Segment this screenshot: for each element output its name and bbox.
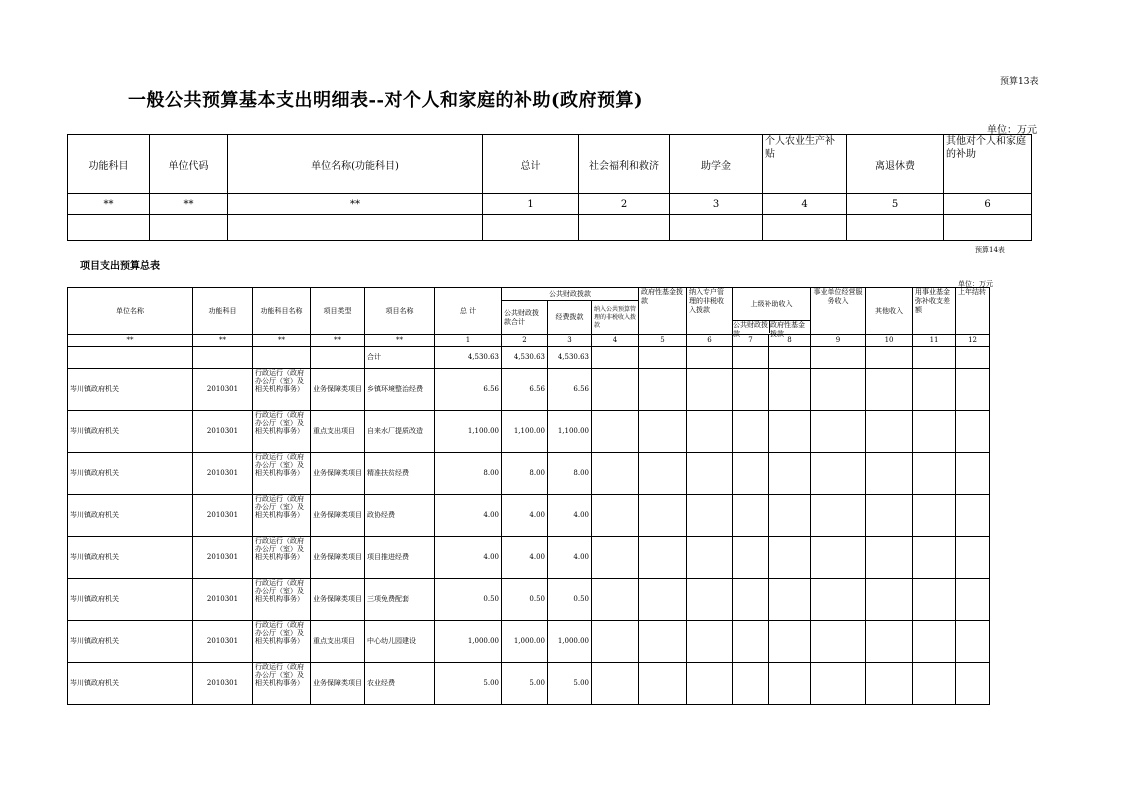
- table-project-expenditure: [67, 287, 990, 705]
- col-header: 总 计: [435, 288, 502, 335]
- col-header: 公共财政拨款: [733, 321, 769, 338]
- table-cell: [733, 579, 769, 621]
- table-cell: [670, 215, 763, 241]
- table-cell: [913, 453, 956, 495]
- funding-cell: 0.50: [548, 579, 592, 621]
- index-row: [68, 194, 1032, 215]
- function-subject-cell: 行政运行（政府办公厅（室）及相关机构事务）: [253, 537, 311, 579]
- col-group-header: 上级补助收入: [750, 300, 793, 308]
- col-header: 助学金: [670, 135, 763, 194]
- index-cell: 8: [769, 335, 811, 347]
- function-code-cell: 2010301: [193, 453, 253, 495]
- total-label: 合计: [365, 347, 435, 369]
- col-header: 其他对个人和家庭的补助: [944, 135, 1032, 194]
- table-cell: [639, 621, 687, 663]
- index-cell: 6: [687, 335, 733, 347]
- total-cell: 4.00: [435, 537, 502, 579]
- table-cell: [913, 369, 956, 411]
- index-cell: **: [228, 194, 483, 215]
- total-row: [68, 347, 990, 369]
- table-cell: [956, 537, 990, 579]
- function-code-cell: 2010301: [193, 495, 253, 537]
- table-cell: [811, 411, 866, 453]
- table-cell: [592, 411, 639, 453]
- total-cell: 0.50: [435, 579, 502, 621]
- col-header: 离退休费: [847, 135, 944, 194]
- table-cell: [639, 369, 687, 411]
- table-row: [68, 537, 990, 579]
- project-type-cell: 业务保障类项目: [311, 453, 365, 495]
- public-fin-cell: 5.00: [502, 663, 548, 705]
- table-cell: [733, 347, 769, 369]
- function-code-cell: 2010301: [193, 537, 253, 579]
- table-cell: [687, 495, 733, 537]
- table-cell: [639, 411, 687, 453]
- table-cell: [68, 215, 150, 241]
- function-subject-cell: 行政运行（政府办公厅（室）及相关机构事务）: [253, 411, 311, 453]
- index-cell: 6: [944, 194, 1032, 215]
- page-number-13: 预算13表: [1000, 77, 1039, 87]
- col-header: 项目类型: [311, 288, 365, 335]
- unit-name-cell: 岑川镇政府机关: [68, 663, 193, 705]
- project-type-cell: 业务保障类项目: [311, 369, 365, 411]
- table-cell: [193, 347, 253, 369]
- unit-name-cell: 岑川镇政府机关: [68, 621, 193, 663]
- public-fin-cell: 4.00: [502, 537, 548, 579]
- function-code-cell: 2010301: [193, 579, 253, 621]
- unit-name-cell: 岑川镇政府机关: [68, 453, 193, 495]
- project-type-cell: 重点支出项目: [311, 411, 365, 453]
- table-cell: [733, 495, 769, 537]
- table-cell: [592, 347, 639, 369]
- total-cell: 8.00: [435, 453, 502, 495]
- table-cell: [639, 453, 687, 495]
- unit-label-14: 单位：万元: [958, 280, 993, 288]
- table-cell: [639, 495, 687, 537]
- table-cell: [866, 621, 913, 663]
- table-row: [68, 411, 990, 453]
- table-cell: [687, 537, 733, 579]
- project-type-cell: 重点支出项目: [311, 621, 365, 663]
- table-row: [68, 369, 990, 411]
- table-row: [68, 621, 990, 663]
- table-cell: [579, 215, 670, 241]
- funding-cell: 4.00: [548, 537, 592, 579]
- col-header: 个人农业生产补贴: [763, 135, 847, 194]
- table-cell: [311, 347, 365, 369]
- table-cell: [956, 663, 990, 705]
- col-header: 社会福利和救济: [579, 135, 670, 194]
- table-cell: [913, 495, 956, 537]
- funding-cell: 1,000.00: [548, 621, 592, 663]
- col-header: 公共财政拨款合计: [502, 301, 548, 335]
- function-subject-cell: 行政运行（政府办公厅（室）及相关机构事务）: [253, 495, 311, 537]
- index-cell: **: [253, 335, 311, 347]
- table-cell: [769, 453, 811, 495]
- project-type-cell: 业务保障类项目: [311, 663, 365, 705]
- col-header: 功能科目: [68, 135, 150, 194]
- function-subject-cell: 行政运行（政府办公厅（室）及相关机构事务）: [253, 369, 311, 411]
- table-cell: [687, 347, 733, 369]
- table-body: [68, 369, 990, 705]
- table-cell: [639, 579, 687, 621]
- table-cell: [639, 663, 687, 705]
- index-cell: 1: [483, 194, 579, 215]
- function-code-cell: 2010301: [193, 411, 253, 453]
- table-cell: [866, 579, 913, 621]
- table-cell: [592, 369, 639, 411]
- col-header: 功能科目名称: [253, 288, 311, 335]
- table-cell: [253, 347, 311, 369]
- col-header: 用事业基金弥补收支差额: [913, 288, 956, 335]
- table-cell: [68, 347, 193, 369]
- total-amount: 4,530.63: [435, 347, 502, 369]
- table-cell: [592, 537, 639, 579]
- table-cell: [228, 215, 483, 241]
- unit-name-cell: 岑川镇政府机关: [68, 411, 193, 453]
- table-cell: [913, 537, 956, 579]
- page-title-14: 项目支出预算总表: [80, 261, 160, 272]
- function-code-cell: 2010301: [193, 663, 253, 705]
- funding-cell: 5.00: [548, 663, 592, 705]
- table-cell: [687, 453, 733, 495]
- table-cell: [483, 215, 579, 241]
- table-cell: [769, 369, 811, 411]
- table-cell: [733, 411, 769, 453]
- table-cell: [733, 453, 769, 495]
- index-cell: 1: [435, 335, 502, 347]
- col-header: 政府性基金拨款: [639, 288, 687, 335]
- table-cell: [769, 663, 811, 705]
- unit-name-cell: 岑川镇政府机关: [68, 369, 193, 411]
- table-cell: [944, 215, 1032, 241]
- table-cell: [763, 215, 847, 241]
- table-row: [68, 495, 990, 537]
- table-cell: [687, 663, 733, 705]
- project-name-cell: 项目推进经费: [365, 537, 435, 579]
- total-cell: 6.56: [435, 369, 502, 411]
- col-header: 其他收入: [866, 288, 913, 335]
- public-fin-cell: 8.00: [502, 453, 548, 495]
- col-header: 纳入公共预算管理的非税收入拨款: [592, 301, 639, 335]
- public-fin-cell: 4.00: [502, 495, 548, 537]
- public-fin-cell: 1,100.00: [502, 411, 548, 453]
- index-cell: 2: [502, 335, 548, 347]
- table-cell: [150, 215, 228, 241]
- index-cell: 5: [639, 335, 687, 347]
- table-cell: [811, 537, 866, 579]
- table-cell: [956, 369, 990, 411]
- col-header: 政府性基金拨款: [770, 321, 806, 338]
- table-cell: [811, 579, 866, 621]
- table-cell: [956, 347, 990, 369]
- page-title-13: 一般公共预算基本支出明细表--对个人和家庭的补助(政府预算): [128, 90, 643, 111]
- col-group-header: 公共财政拨款: [502, 288, 639, 301]
- index-cell: 12: [956, 335, 990, 347]
- public-fin-cell: 0.50: [502, 579, 548, 621]
- project-name-cell: 乡镇环境整治经费: [365, 369, 435, 411]
- header-row: [68, 135, 1032, 194]
- table-cell: [687, 621, 733, 663]
- table-cell: [769, 579, 811, 621]
- project-type-cell: 业务保障类项目: [311, 579, 365, 621]
- total-cell: 1,000.00: [435, 621, 502, 663]
- table-cell: [913, 663, 956, 705]
- table-row: [68, 663, 990, 705]
- index-cell: 5: [847, 194, 944, 215]
- table-cell: [769, 495, 811, 537]
- project-name-cell: 政协经费: [365, 495, 435, 537]
- function-subject-cell: 行政运行（政府办公厅（室）及相关机构事务）: [253, 453, 311, 495]
- unit-name-cell: 岑川镇政府机关: [68, 579, 193, 621]
- page-number-14: 预算14表: [975, 246, 1005, 254]
- col-header: 单位名称: [68, 288, 193, 335]
- unit-label-13: 单位：万元: [987, 125, 1037, 136]
- function-subject-cell: 行政运行（政府办公厅（室）及相关机构事务）: [253, 579, 311, 621]
- col-header: 上年结转: [956, 288, 990, 335]
- header-row-1: [68, 288, 990, 301]
- table-cell: [733, 537, 769, 579]
- index-cell: 11: [913, 335, 956, 347]
- table-cell: [687, 369, 733, 411]
- project-type-cell: 业务保障类项目: [311, 537, 365, 579]
- total-cell: 4.00: [435, 495, 502, 537]
- table-cell: [639, 347, 687, 369]
- function-code-cell: 2010301: [193, 621, 253, 663]
- col-header: 项目名称: [365, 288, 435, 335]
- funding-cell: 4.00: [548, 495, 592, 537]
- table-cell: [769, 537, 811, 579]
- table-cell: [811, 663, 866, 705]
- table-cell: [866, 347, 913, 369]
- table-cell: [592, 621, 639, 663]
- col-header: 单位名称(功能科目): [228, 135, 483, 194]
- table-cell: [769, 621, 811, 663]
- table-cell: [592, 579, 639, 621]
- table-cell: [592, 453, 639, 495]
- table-cell: [592, 495, 639, 537]
- empty-data-row: [68, 215, 1032, 241]
- index-cell: 4: [592, 335, 639, 347]
- table-cell: [769, 411, 811, 453]
- function-subject-cell: 行政运行（政府办公厅（室）及相关机构事务）: [253, 663, 311, 705]
- public-fin-cell: 6.56: [502, 369, 548, 411]
- funding-cell: 8.00: [548, 453, 592, 495]
- table-cell: [811, 347, 866, 369]
- project-type-cell: 业务保障类项目: [311, 495, 365, 537]
- index-cell: 10: [866, 335, 913, 347]
- table-cell: [733, 663, 769, 705]
- table-cell: [866, 537, 913, 579]
- table-cell: [592, 663, 639, 705]
- table-cell: [956, 495, 990, 537]
- index-cell: **: [68, 335, 193, 347]
- total-cell: 5.00: [435, 663, 502, 705]
- table-cell: [811, 621, 866, 663]
- table-cell: [866, 369, 913, 411]
- funding-cell: 6.56: [548, 369, 592, 411]
- index-cell: 2: [579, 194, 670, 215]
- table-cell: [913, 579, 956, 621]
- function-code-cell: 2010301: [193, 369, 253, 411]
- table-cell: [847, 215, 944, 241]
- table-cell: [811, 495, 866, 537]
- table-cell: [866, 453, 913, 495]
- project-name-cell: 农业经费: [365, 663, 435, 705]
- table-cell: [769, 347, 811, 369]
- project-name-cell: 精准扶贫经费: [365, 453, 435, 495]
- table-cell: [913, 347, 956, 369]
- index-cell: 4: [763, 194, 847, 215]
- index-row: [68, 335, 990, 347]
- table-cell: [913, 621, 956, 663]
- index-cell: **: [311, 335, 365, 347]
- total-cell: 1,100.00: [435, 411, 502, 453]
- unit-name-cell: 岑川镇政府机关: [68, 495, 193, 537]
- total-public-fin: 4,530.63: [502, 347, 548, 369]
- index-cell: 3: [670, 194, 763, 215]
- table-personal-subsidy: [67, 134, 1032, 241]
- upper-subsidy-group: [733, 288, 811, 338]
- table-cell: [956, 579, 990, 621]
- table-cell: [866, 411, 913, 453]
- col-header: 功能科目: [193, 288, 253, 335]
- function-subject-cell: 行政运行（政府办公厅（室）及相关机构事务）: [253, 621, 311, 663]
- total-funding: 4,530.63: [548, 347, 592, 369]
- table-row: [68, 453, 990, 495]
- col-header: 单位代码: [150, 135, 228, 194]
- index-cell: **: [150, 194, 228, 215]
- funding-cell: 1,100.00: [548, 411, 592, 453]
- table-cell: [639, 537, 687, 579]
- public-fin-cell: 1,000.00: [502, 621, 548, 663]
- table-cell: [866, 663, 913, 705]
- col-header: 经费拨款: [548, 301, 592, 335]
- index-cell: 7: [733, 335, 769, 347]
- table-cell: [733, 621, 769, 663]
- col-header: 纳入专户管理的非税收入拨款: [687, 288, 733, 335]
- project-name-cell: 自来水厂提质改造: [365, 411, 435, 453]
- table-cell: [733, 369, 769, 411]
- index-cell: **: [365, 335, 435, 347]
- project-name-cell: 三项免费配套: [365, 579, 435, 621]
- table-cell: [956, 411, 990, 453]
- table-cell: [687, 411, 733, 453]
- table-cell: [956, 621, 990, 663]
- table-cell: [866, 495, 913, 537]
- col-header: 事业单位经营服务收入: [811, 288, 866, 335]
- table-cell: [913, 411, 956, 453]
- table-cell: [956, 453, 990, 495]
- table-row: [68, 579, 990, 621]
- index-cell: **: [68, 194, 150, 215]
- col-header: 总计: [483, 135, 579, 194]
- index-cell: 9: [811, 335, 866, 347]
- table-cell: [687, 579, 733, 621]
- index-cell: 3: [548, 335, 592, 347]
- project-name-cell: 中心幼儿园建设: [365, 621, 435, 663]
- unit-name-cell: 岑川镇政府机关: [68, 537, 193, 579]
- table-cell: [811, 453, 866, 495]
- index-cell: **: [193, 335, 253, 347]
- table-cell: [811, 369, 866, 411]
